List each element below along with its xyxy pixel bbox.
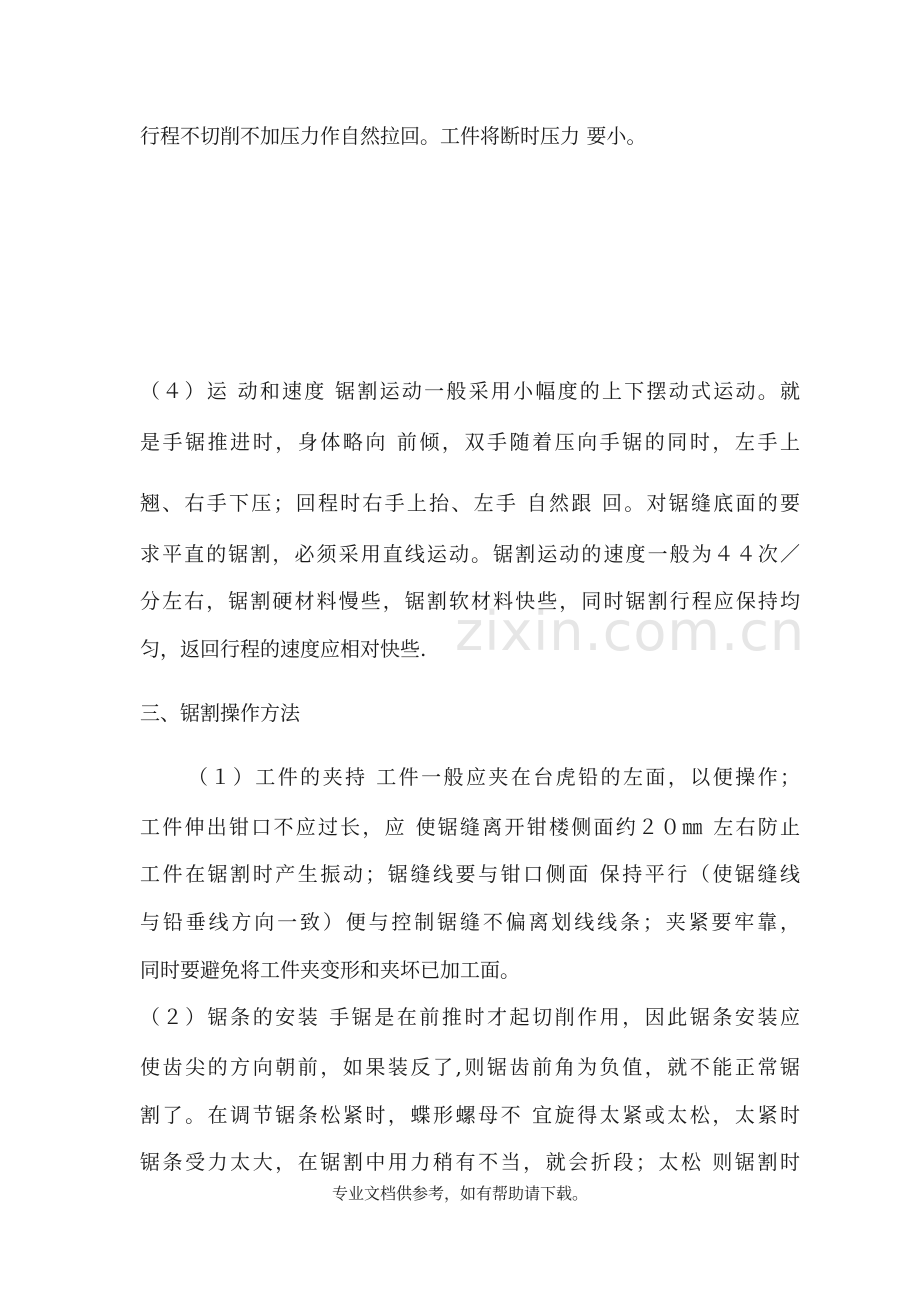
paragraph-line: 工件伸出钳口不应过长，应 使锯缝离开钳楼侧面约２０㎜ 左右防止 — [140, 815, 800, 839]
paragraph-line: 翘、右手下压；回程时右手上抬、左手 自然跟 回。对锯缝底面的要 — [140, 491, 800, 515]
paragraph-line: 同时要避免将工件夹变形和夹坏已加工面。 — [140, 958, 520, 982]
paragraph-line: 求平直的锯割，必须采用直线运动。锯割运动的速度一般为４４次／ — [140, 542, 800, 566]
paragraph-line: 是手锯推进时，身体略向 前倾，双手随着压向手锯的同时，左手上 — [140, 430, 800, 454]
paragraph-line: 锯条受力太大，在锯割中用力稍有不当，就会折段；太松 则锯割时 — [140, 1150, 800, 1174]
intro-line: 行程不切削不加压力作自然拉回。工件将断时压力 要小。 — [140, 124, 647, 148]
page-footer: 专业文档供参考，如有帮助请下载。 — [331, 1184, 588, 1203]
paragraph-line: 工件在锯割时产生振动；锯缝线要与钳口侧面 保持平行（使锯缝线 — [140, 862, 800, 886]
section-heading: 三、锯割操作方法 — [140, 701, 300, 725]
watermark: zixin.com.cn — [455, 600, 806, 663]
paragraph-line: 匀，返回行程的速度应相对快些. — [140, 637, 427, 661]
paragraph-line: 分左右，锯割硬材料慢些，锯割软材料快些，同时锯割行程应保持均 — [140, 589, 800, 613]
paragraph-line: （１）工件的夹持 工件一般应夹在台虎铅的左面，以便操作； — [188, 765, 800, 789]
paragraph-line: 与铅垂线方向一致）便与控制锯缝不偏离划线线条；夹紧要牢靠， — [140, 910, 800, 934]
paragraph-line: 割了。在调节锯条松紧时，蝶形螺母不 宜旋得太紧或太松，太紧时 — [140, 1103, 800, 1127]
paragraph-line: （４）运 动和速度 锯割运动一般采用小幅度的上下摆动式运动。就 — [140, 379, 800, 403]
paragraph-line: 使齿尖的方向朝前，如果装反了,则锯齿前角为负值，就不能正常锯 — [140, 1055, 800, 1079]
paragraph-line: （２）锯条的安装 手锯是在前推时才起切削作用，因此锯条安装应 — [140, 1005, 800, 1029]
